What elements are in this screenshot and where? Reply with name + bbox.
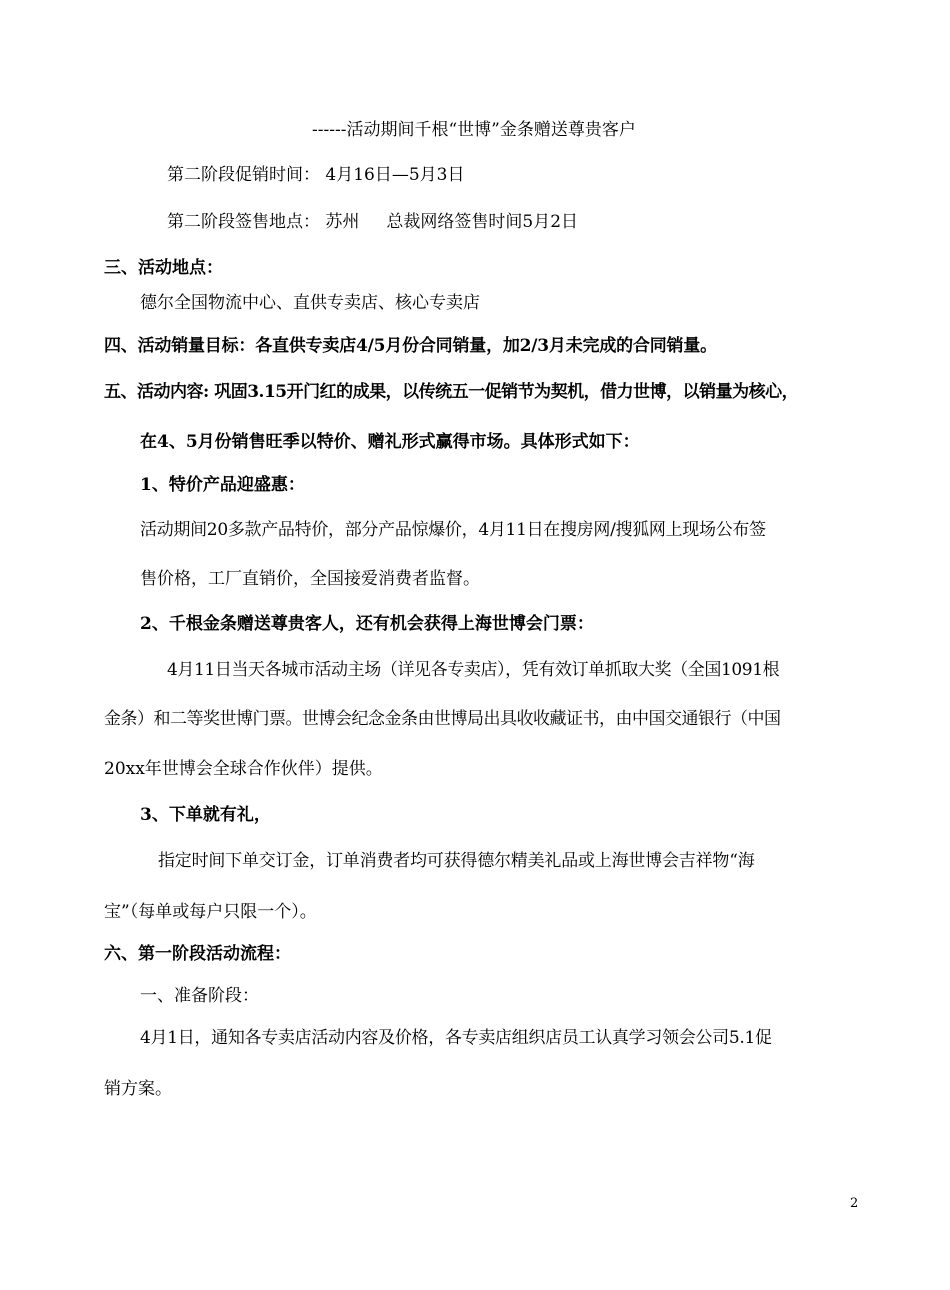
item1-body-line1: 活动期间20多款产品特价，部分产品惊爆价，4月11日在搜房网/搜狐网上现场公布签 — [140, 520, 766, 540]
subtitle: ------活动期间千根“世博”金条赠送尊贵客户 — [312, 120, 636, 140]
prep-body-line2: 销方案。 — [104, 1079, 172, 1099]
section5-heading-line1: 五、活动内容: 巩固3.15开门红的成果，以传统五一促销节为契机，借力世博，以销量为核心， — [104, 382, 799, 402]
item2-body-line3: 20xx年世博会全球合作伙伴）提供。 — [104, 759, 383, 779]
item3-body-line2: 宝”（每单或每户只限一个）。 — [104, 902, 317, 922]
item3-heading: 3、下单就有礼， — [140, 805, 271, 825]
item2-heading: 2、千根金条赠送尊贵客人，还有机会获得上海世博会门票： — [140, 614, 594, 634]
item2-body-line1: 4月11日当天各城市活动主场（详见各专卖店），凭有效订单抓取大奖（全国1091根 — [167, 660, 780, 680]
item3-body-line1: 指定时间下单交订金，订单消费者均可获得德尔精美礼品或上海世博会吉祥物“海 — [158, 851, 755, 871]
stage2-place: 第二阶段签售地点： 苏州 总裁网络签售时间5月2日 — [167, 212, 579, 232]
stage2-time: 第二阶段促销时间： 4月16日—5月3日 — [167, 165, 465, 185]
section6-heading: 六、第一阶段活动流程： — [104, 944, 291, 964]
prep-body-line1: 4月1日，通知各专卖店活动内容及价格，各专卖店组织店员工认真学习领会公司5.1促 — [140, 1028, 772, 1048]
item1-body-line2: 售价格，工厂直销价，全国接爱消费者监督。 — [140, 569, 480, 589]
section5-heading-line2: 在4、5月份销售旺季以特价、赠礼形式赢得市场。具体形式如下： — [140, 432, 640, 452]
section3-heading: 三、活动地点： — [104, 258, 223, 278]
item1-heading: 1、特价产品迎盛惠： — [140, 475, 305, 495]
prep-heading: 一、准备阶段： — [140, 986, 259, 1006]
page-number: 2 — [850, 1196, 859, 1211]
section3-body: 德尔全国物流中心、直供专卖店、核心专卖店 — [140, 293, 480, 313]
item2-body-line2: 金条）和二等奖世博门票。世博会纪念金条由世博局出具收收藏证书，由中国交通银行（中国 — [104, 709, 781, 729]
section4-heading: 四、活动销量目标：各直供专卖店4/5月份合同销量，加2/3月未完成的合同销量。 — [104, 336, 717, 356]
